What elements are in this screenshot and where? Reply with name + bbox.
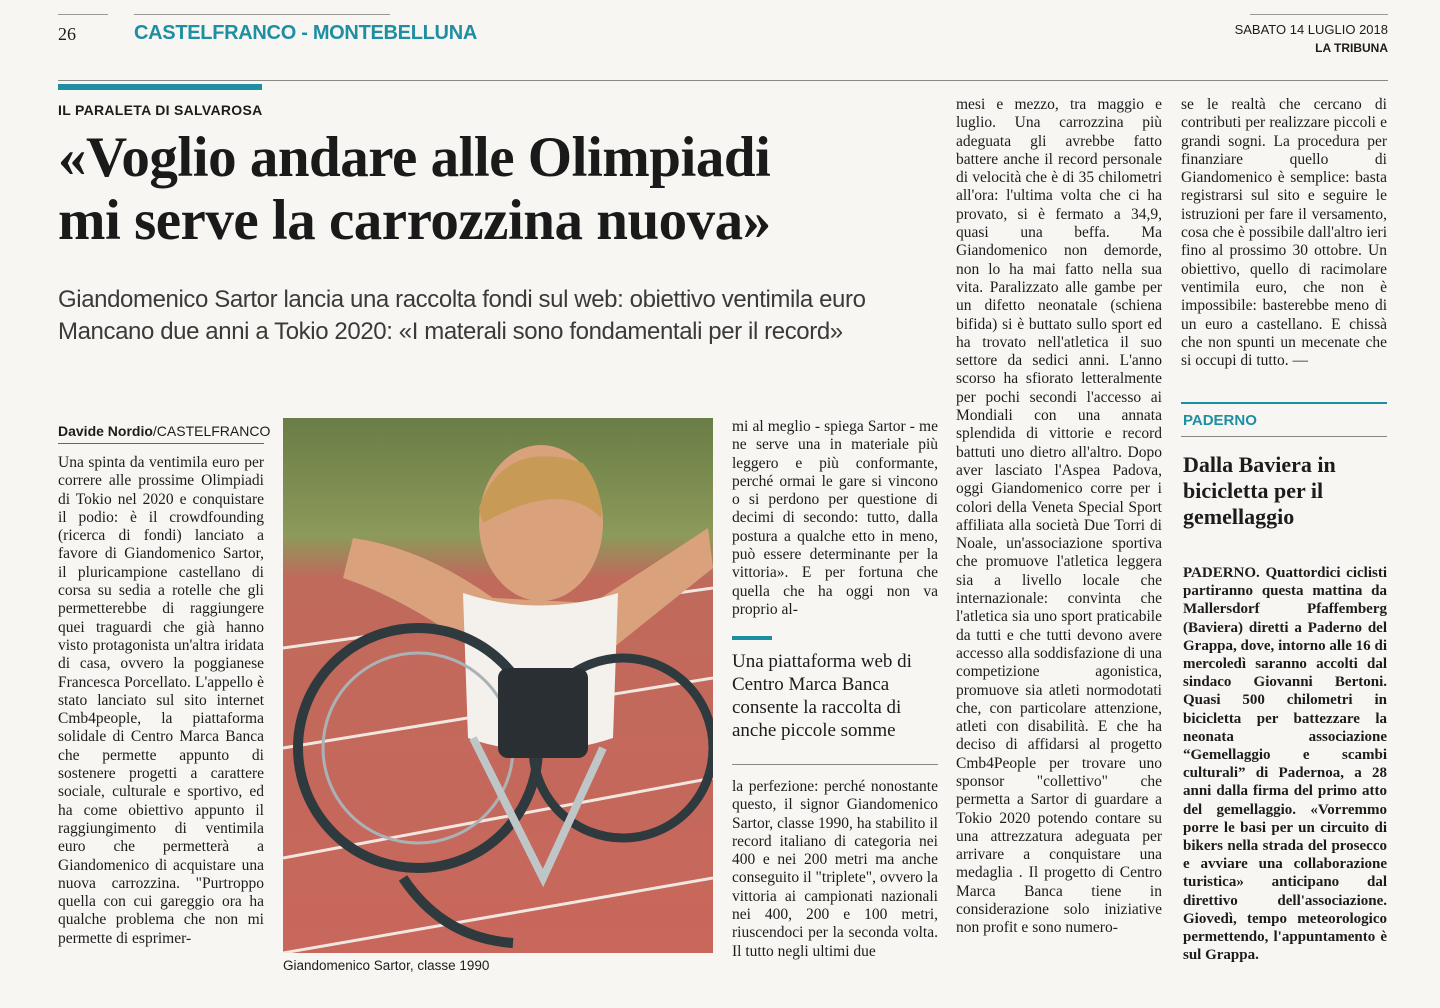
article-kicker: IL PARALETA DI SALVAROSA: [58, 102, 263, 118]
article-column-2-bottom: la perfezione: perché nonostante questo, il signor Giandomenico Sartor, classe 1990, ha stabilito il record italiano di categoria nei 400 e nei 200 metri ma anche conseguito il "triplete", ovvero la vittoria ai campionati nazionali nei 400, 200 e 100 metri, riuscendoci per la seconda volta. Il tutto negli ultimi due: [732, 778, 938, 960]
article-column-2-top: mi al meglio - spiega Sartor - me ne serve una in materiale più leggero e più conformante, perché ormai le gare si vincono o si perdono per questione di decimi di secondo: tutto, dalla postura a qualche etto in meno, può essere determinante per la vittoria». E per fortuna che quella che ha oggi non va proprio al-: [732, 418, 938, 618]
newspaper-name: LA TRIBUNA: [1315, 41, 1388, 55]
byline-rule: [58, 443, 264, 444]
author-name: Davide Nordio: [58, 423, 153, 439]
sidebar-section: PADERNO: [1183, 412, 1257, 429]
article-subhead: [58, 284, 938, 348]
headline-line-2: mi serve la carrozzina nuova»: [58, 189, 771, 252]
header-rule-left: [58, 14, 108, 15]
athlete-photo: [283, 418, 713, 953]
issue-date: SABATO 14 LUGLIO 2018: [1234, 22, 1388, 37]
page-number: 26: [58, 24, 76, 44]
photo-caption: Giandomenico Sartor, classe 1990: [283, 958, 490, 973]
sidebar-accent-rule: [1181, 402, 1387, 404]
sidebar-rule: [1181, 436, 1387, 437]
sidebar-text: Quattordici ciclisti partiranno questa mattina da Mallersdorf Pfaffemberg (Baviera) diretti a Paderno del Grappa, dove, intorno alle 16 di mercoledì saranno accolti dal sindaco Giovanni Bertoni. Quasi 500 chilometri in bicicletta per battezzare la neonata associazione “Gemellaggio e scambi culturali” di Padernoa, a 28 anni dalla firma del primo atto del gemellaggio. «Vorremmo porre le basi per un circuito di bikers nella strada del prosecco e avviare una collaborazione turistica» anticipano dal direttivo dell'associazione. Giovedì, tempo meteorologico permettendo, l'appuntamento è sul Grappa.: [1183, 565, 1387, 964]
article-column-3: mesi e mezzo, tra maggio e luglio. Una carrozzina più adeguata gli avrebbe fatto battere anche il record personale di velocità che è di 35 chilometri all'ora: l'ultima volta che ci ha provato, si è fermato a 34,9, quasi una beffa. Ma Giandomenico non demorde, non lo ha mai fatto nella sua vita. Paralizzato alle gambe per un difetto neonatale (schiena bifida) si è buttato sullo sport ed ha trovato nell'atletica il suo settore da sedici anni. L'anno scorso ha sfiorato letteralmente per pochi secondi l'accesso ai Mondiali con una annata splendida di vittorie e record battuti uno dietro all'altro. Dopo aver lasciato l'Aspea Padova, oggi Giandomenico corre per i colori della Veneta Special Sport affiliata alla società Due Torri di Noale, un'associazione sportiva che promuove l'atletica leggera sia a livello locale che internazionale: convinta che l'atletica sia uno sport praticabile da tutti e che tutti devono avere accesso alla soddisfazione di una competizione agonistica, promuove sia atleti normodotati che, con particolare attenzione, atleti con disabilità. E che ha deciso di affidarsi al progetto Cmb4People per trovare uno sponsor "collettivo" che permetta a Sartor di guardare a Tokio 2020 potendo contare su una attrezzatura adeguata per arrivare a conquistare una medaglia . Il progetto di Centro Marca Banca tiene in considerazione solo iniziative non profit e sono numero-: [956, 96, 1162, 937]
wheelchair-athlete-image: [283, 418, 713, 953]
subhead-line-2: Mancano due anni a Tokio 2020: «I materali sono fondamentali per il record»: [58, 318, 843, 345]
accent-bar: [58, 84, 262, 90]
pull-box-title: Una piattaforma web di Centro Marca Banca consente la raccolta di anche piccole somme: [732, 651, 912, 741]
top-divider: [58, 80, 1388, 81]
sidebar-title: Dalla Baviera in bicicletta per il gemellaggio: [1183, 452, 1336, 529]
subhead-line-1: Giandomenico Sartor lancia una raccolta fondi sul web: obiettivo ventimila euro: [58, 286, 866, 313]
article-column-4: se le realtà che cercano di contributi per realizzare piccoli e grandi sogni. La procedura per finanziare quello di Giandomenico è semplice: basta registrarsi sul sito e seguire le istruzioni per fare il versamento, cosa che è possibile dall'altro ieri fino al prossimo 30 ottobre. Un obiettivo, quello di racimolare ventimila euro, che non è impossibile: basterebbe meno di un euro a castellano. E chissà che non spunti un mecenate che si occupi di tutto. —: [1181, 96, 1387, 370]
byline: [58, 423, 270, 439]
header-rule-right: [1250, 14, 1388, 15]
byline-location: /CASTELFRANCO: [152, 423, 271, 439]
sidebar-lead: PADERNO.: [1183, 565, 1260, 581]
headline-line-1: «Voglio andare alle Olimpiadi: [58, 126, 771, 189]
article-headline: [58, 126, 938, 252]
box-accent-bar: [732, 636, 772, 640]
article-column-1: Una spinta da ventimila euro per correre alle prossime Olimpiadi di Tokio nel 2020 e conquistare il podio: è il crowdfounding (ricerca di fondi) lanciato a favore di Giandomenico Sartor, il pluricampione castellano di corsa su sedia a rotelle che gli permetterebbe di raggiungere quei traguardi che già hanno visto protagonista un'altra iridata di casa, ovvero la poggianese Francesca Porcellato. L'appello è stato lanciato sul sito internet Cmb4people, la piattaforma solidale di Centro Marca Banca che permette appunto di sostenere progetti a carattere sociale, culturale e sportivo, ed ha come obiettivo appunto il raggiungimento di ventimila euro che permetterà a Giandomenico di acquistare una nuova carrozzina. "Purtroppo quella con cui gareggio ora ha qualche problema che non mi permette di esprimer-: [58, 454, 264, 947]
sidebar-body: [1183, 564, 1387, 984]
pull-box-rule: [732, 764, 938, 765]
section-title: CASTELFRANCO - MONTEBELLUNA: [134, 22, 477, 44]
header-rule-section: [134, 14, 390, 15]
